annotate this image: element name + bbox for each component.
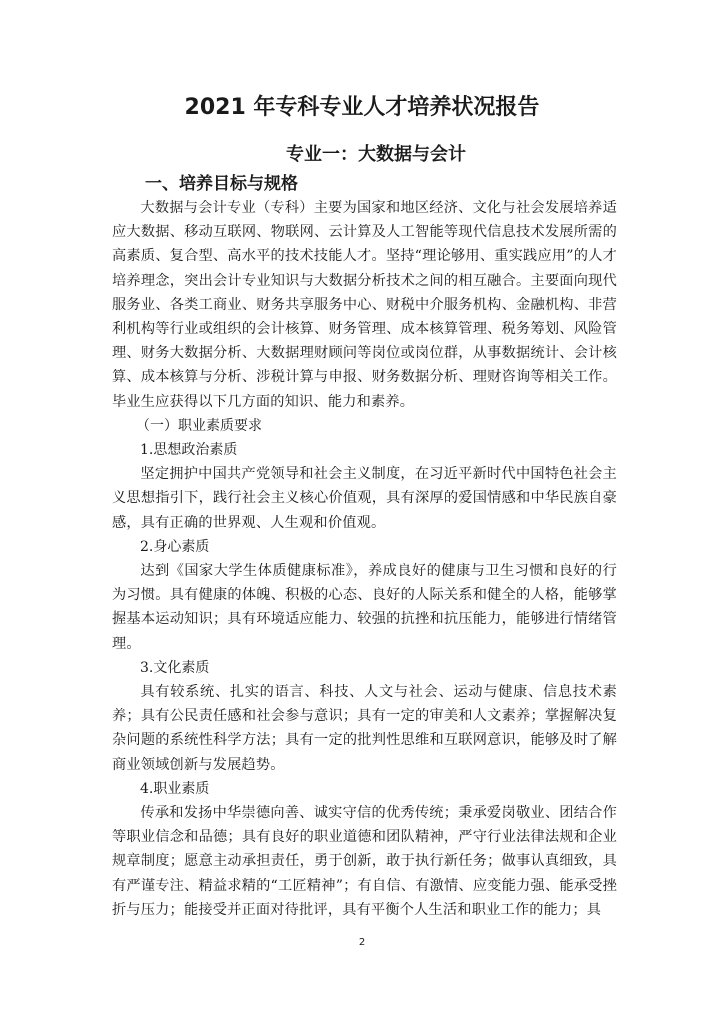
document-title: 2021 年专科专业人才培养状况报告 — [184, 95, 540, 120]
item-paragraph-physical-mental: 达到《国家大学生体质健康标准》，养成良好的健康与卫生习惯和良好的行为习惯。具有健康的体魄、积极的心态、良好的人际关系和健全的人格，能够掌握基本运动知识；具有环境适应能力、较强的抗挫和抗压能力，能够进行情绪管理。 — [112, 563, 617, 652]
intro-paragraph: 大数据与会计专业（专科）主要为国家和地区经济、文化与社会发展培养适应大数据、移动互联网、物联网、云计算及人工智能等现代信息技术发展所需的高素质、复合型、高水平的技术技能人才。坚持“理论够用、重实践应用”的人才培养理念，突出会计专业知识与大数据分析技术之间的相互融合。主要面向现代服务业、各类工商业、财务共享服务中心、财税中介服务机构、金融机构、非营利机构等行业或组织的会计核算、财务管理、成本核算管理、税务筹划、风险管理、财务大数据分析、大数据理财顾问等岗位或岗位群，从事数据统计、会计核算、成本核算与分析、涉税计算与申报、财务数据分析、理财咨询等相关工作。毕业生应获得以下几方面的知识、能力和素养。 — [112, 200, 617, 410]
section-heading: 一、培养目标与规格 — [145, 174, 298, 194]
page-number: 2 — [358, 937, 366, 948]
item-heading-physical-mental: 2.身心素质 — [140, 538, 210, 555]
item-paragraph-professional: 传承和发扬中华崇德向善、诚实守信的优秀传统；秉承爱岗敬业、团结合作等职业信念和品德；具有良好的职业道德和团队精神，严守行业法律法规和企业规章制度；愿意主动承担责任，勇于创新，敢于执行新任务；做事认真细致，具有严谨专注、精益求精的“工匠精神”；有自信、有激情、应变能力强、能承受挫折与压力；能接受并正面对待批评，具有平衡个人生活和职业工作的能力；具 — [112, 805, 617, 918]
document-body — [112, 196, 617, 922]
item-heading-cultural: 3.文化素质 — [140, 659, 210, 676]
item-paragraph-political: 坚定拥护中国共产党领导和社会主义制度，在习近平新时代中国特色社会主义思想指引下，践行社会主义核心价值观，具有深厚的爱国情感和中华民族自豪感，具有正确的世界观、人生观和价值观。 — [112, 466, 617, 531]
subsection-heading: （一）职业素质要求 — [136, 417, 262, 434]
item-heading-professional: 4.职业素质 — [140, 780, 210, 797]
item-heading-political: 1.思想政治素质 — [140, 442, 238, 459]
major-title: 专业一：大数据与会计 — [286, 144, 466, 165]
item-paragraph-cultural: 具有较系统、扎实的语言、科技、人文与社会、运动与健康、信息技术素养；具有公民责任感和社会参与意识；具有一定的审美和人文素养；掌握解决复杂问题的系统性科学方法；具有一定的批判性思维和互联网意识，能够及时了解商业领域创新与发展趋势。 — [112, 684, 617, 773]
